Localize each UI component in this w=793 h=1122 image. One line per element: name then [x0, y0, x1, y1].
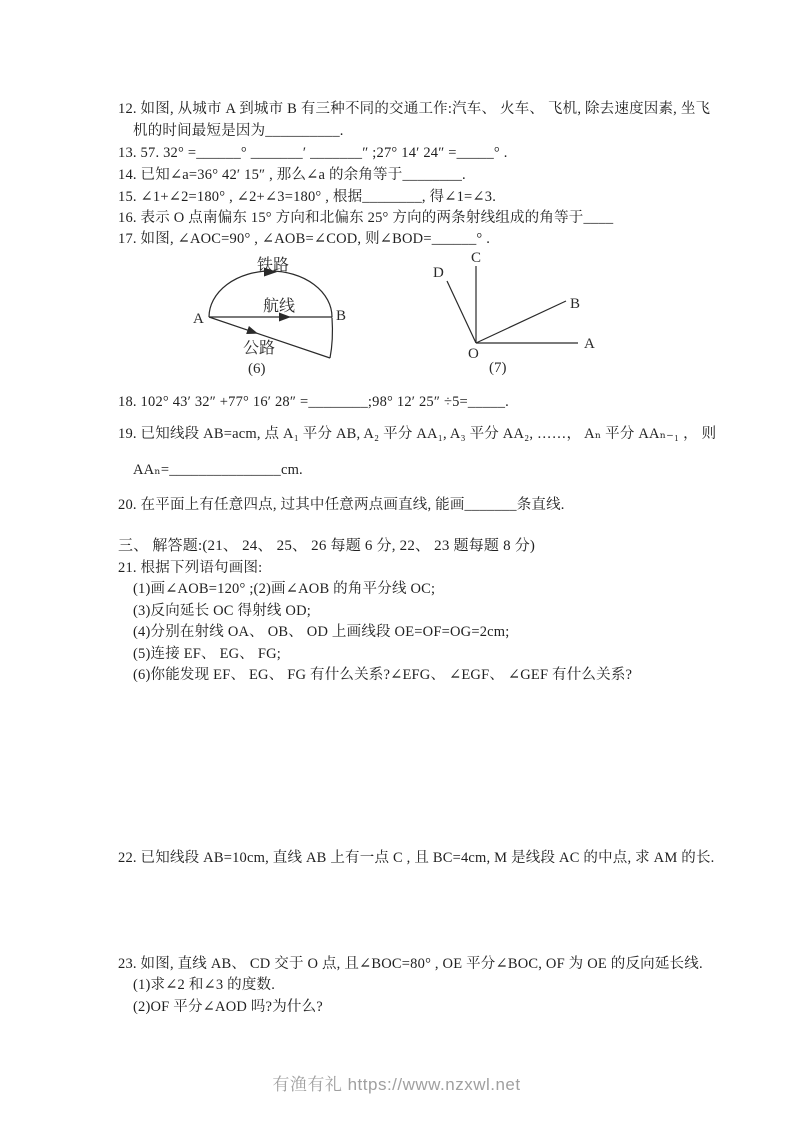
- fig6-airline-label: 航线: [263, 298, 296, 315]
- geometry-figures: [150, 245, 620, 395]
- question-16: 16. 表示 O 点南偏东 15° 方向和北偏东 25° 方向的两条射线组成的角等于____: [118, 210, 614, 226]
- question-12-line-1: 12. 如图, 从城市 A 到城市 B 有三种不同的交通工作:汽车、 火车、 飞机, 除去速度因素, 坐飞: [118, 101, 711, 117]
- fig6-road-arrow-icon: [246, 326, 258, 334]
- fig7-point-b-label: B: [570, 296, 581, 312]
- fig7-point-d-label: D: [433, 265, 444, 281]
- question-21-step-3: (4)分别在射线 OA、 OB、 OD 上画线段 OE=OF=OG=2cm;: [133, 624, 510, 640]
- question-22: 22. 已知线段 AB=10cm, 直线 AB 上有一点 C , 且 BC=4cm, M 是线段 AC 的中点, 求 AM 的长.: [118, 850, 715, 866]
- question-23-sub-2: (2)OF 平分∠AOD 吗?为什么?: [133, 999, 323, 1015]
- fig6-point-b-label: B: [336, 308, 347, 324]
- question-23-sub-1: (1)求∠2 和∠3 的度数.: [133, 977, 276, 993]
- fig7-ray-od: [447, 281, 476, 343]
- question-21-step-2: (3)反向延长 OC 得射线 OD;: [133, 603, 311, 619]
- question-19-line-2: AAₙ=_______________cm.: [133, 462, 303, 478]
- fig6-caption: (6): [248, 361, 266, 377]
- fig7-point-c-label: C: [471, 250, 482, 266]
- fig7-point-o-label: O: [468, 346, 479, 362]
- fig7-point-a-label: A: [584, 336, 595, 352]
- figure-6: [193, 256, 346, 377]
- question-21-step-1: (1)画∠AOB=120° ;(2)画∠AOB 的角平分线 OC;: [133, 581, 436, 597]
- section-3-header: 三、 解答题:(21、 24、 25、 26 每题 6 分, 22、 23 题每题 8 分): [118, 538, 536, 554]
- question-23-line-1: 23. 如图, 直线 AB、 CD 交于 O 点, 且∠BOC=80° , OE 平分∠BOC, OF 为 OE 的反向延长线.: [118, 956, 703, 972]
- fig6-road-end-segment: [330, 318, 332, 359]
- question-13: 13. 57. 32° =______° _______′ _______″ ;27° 14′ 24″ =_____° .: [118, 145, 508, 161]
- question-12-line-2: 机的时间最短是因为__________.: [133, 123, 344, 139]
- question-21-intro: 21. 根据下列语句画图:: [118, 560, 263, 576]
- question-15: 15. ∠1+∠2=180° , ∠2+∠3=180° , 根据________, 得∠1=∠3.: [118, 189, 497, 205]
- fig6-road-label: 公路: [243, 340, 276, 357]
- watermark-footer: 有渔有礼 https://www.nzxwl.net: [272, 1075, 521, 1094]
- question-20: 20. 在平面上有任意四点, 过其中任意两点画直线, 能画_______条直线.: [118, 497, 565, 513]
- question-21-step-4: (5)连接 EF、 EG、 FG;: [133, 646, 281, 662]
- question-21-step-5: (6)你能发现 EF、 EG、 FG 有什么关系?∠EFG、 ∠EGF、 ∠GEF 有什么关系?: [133, 667, 633, 683]
- figure-7: [433, 250, 595, 376]
- question-17: 17. 如图, ∠AOC=90° , ∠AOB=∠COD, 则∠BOD=______° .: [118, 231, 491, 247]
- question-14: 14. 已知∠a=36° 42′ 15″ , 那么∠a 的余角等于________.: [118, 167, 466, 183]
- question-18: 18. 102° 43′ 32″ +77° 16′ 28″ =________;98° 12′ 25″ ÷5=_____.: [118, 394, 509, 410]
- fig6-railway-label: 铁路: [257, 257, 290, 274]
- fig7-ray-ob: [476, 301, 566, 343]
- fig6-point-a-label: A: [193, 311, 204, 327]
- fig7-caption: (7): [489, 360, 507, 376]
- question-19-line-1: 19. 已知线段 AB=acm, 点 A₁ 平分 AB, A₂ 平分 AA₁, A₃ 平分 AA₂, ……， Aₙ 平分 AAₙ₋₁ ， 则: [118, 426, 717, 442]
